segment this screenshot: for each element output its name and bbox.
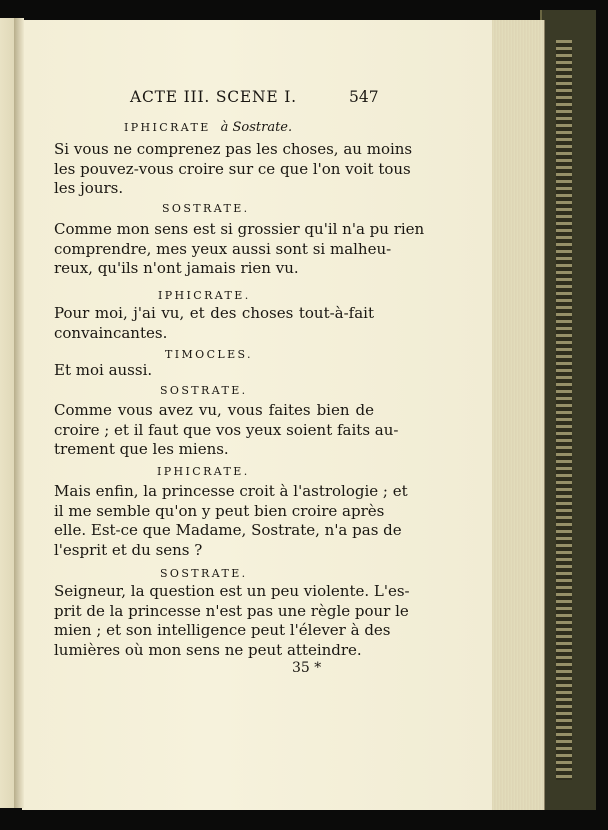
speaker-name: IPHICRATE xyxy=(124,121,211,134)
text-line: elle. Est-ce que Madame, Sostrate, n'a pas de xyxy=(54,521,402,539)
speech-block xyxy=(54,220,425,279)
speech-block xyxy=(54,482,408,560)
text-line: comprendre, mes yeux aussi sont si malheu- xyxy=(54,239,392,258)
speaker-name: SOSTRATE. xyxy=(162,202,250,215)
text-line: Comme vous avez vu, vous faites bien de xyxy=(54,401,374,419)
text-line: les jours. xyxy=(54,179,124,197)
speaker-name: SOSTRATE. xyxy=(160,384,248,397)
cover-decorative-border xyxy=(556,40,572,780)
text-line: il me semble qu'on y peut bien croire après xyxy=(54,501,385,520)
speaker-name: IPHICRATE. xyxy=(158,289,251,302)
text-line: Pour moi, j'ai vu, et des choses tout-à-fait xyxy=(54,304,374,322)
text-line: Et moi aussi. xyxy=(54,361,153,379)
speaker-name: IPHICRATE. xyxy=(157,465,250,478)
page-number: 547 xyxy=(349,88,379,106)
text-line: lumières où mon sens ne peut atteindre. xyxy=(54,640,362,659)
text-line: prit de la princesse n'est pas une règle pour le xyxy=(54,601,409,620)
speech-block xyxy=(54,140,413,199)
speaker-heading xyxy=(124,120,292,135)
speech-block xyxy=(54,582,410,660)
stage-direction: à Sostrate. xyxy=(220,120,293,135)
text-line: Mais enfin, la princesse croit à l'astrologie ; et xyxy=(54,482,408,500)
text-line: reux, qu'ils n'ont jamais rien vu. xyxy=(54,259,299,277)
spine-fold xyxy=(14,18,24,808)
text-line: mien ; et son intelligence peut l'élever à des xyxy=(54,621,391,639)
page-fore-edge xyxy=(486,20,545,810)
running-title: ACTE III. SCENE I. xyxy=(130,88,297,106)
text-line: Si vous ne comprenez pas les choses, au moins xyxy=(54,140,413,158)
signature-mark: 35 * xyxy=(292,660,322,676)
text-line: trement que les miens. xyxy=(54,440,229,458)
text-line: croire ; et il faut que vos yeux soient faits au- xyxy=(54,420,399,439)
speaker-name: SOSTRATE. xyxy=(160,567,248,580)
speaker-name: TIMOCLES. xyxy=(165,348,253,361)
text-line: Seigneur, la question est un peu violente. L'es- xyxy=(54,582,410,600)
speech-block xyxy=(54,401,399,460)
speech-block xyxy=(54,361,374,381)
text-line: les pouvez-vous croire sur ce que l'on voit tous xyxy=(54,159,411,178)
speech-block xyxy=(54,304,374,343)
text-line: Comme mon sens est si grossier qu'il n'a pu rien xyxy=(54,220,425,238)
text-line: l'esprit et du sens ? xyxy=(54,540,203,559)
text-line: convaincantes. xyxy=(54,323,168,342)
